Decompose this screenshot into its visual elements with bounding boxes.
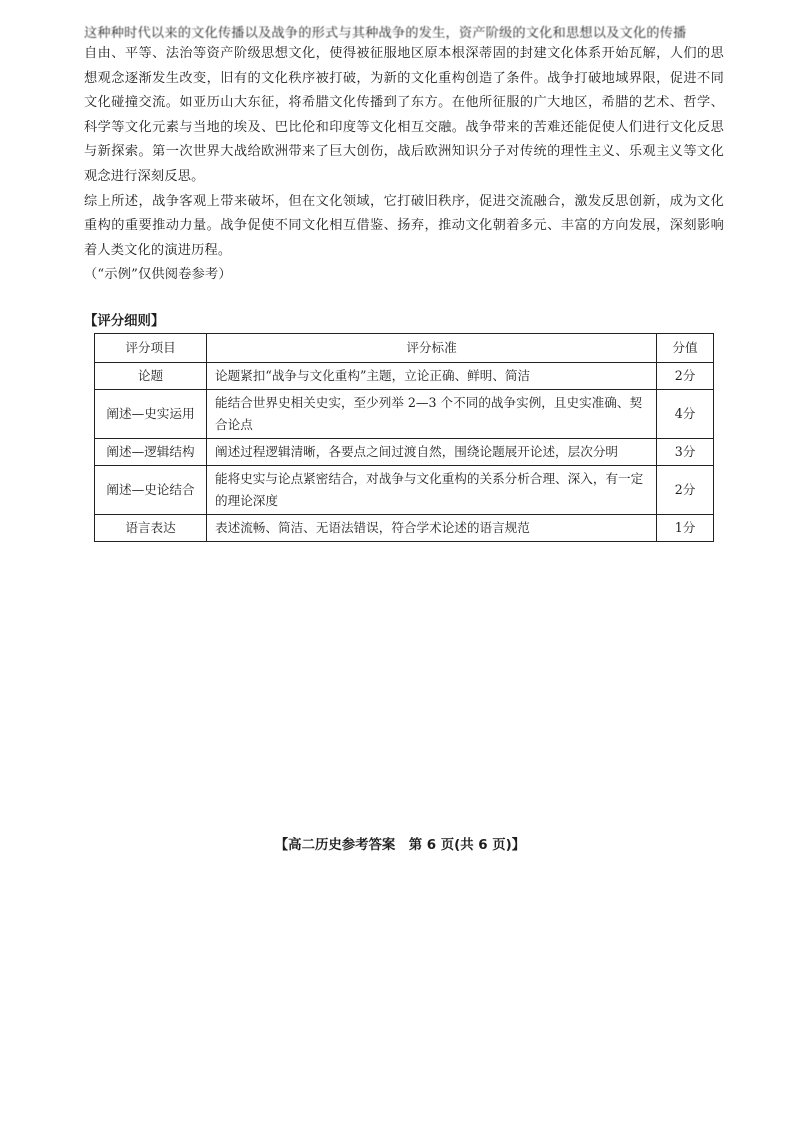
scoring-rubric-table: [94, 333, 714, 542]
cut-off-top-line: 这种种时代以来的文化传播以及战争的形式与其种战争的发生，资产阶级的文化和思想以及文化的传播: [84, 26, 687, 41]
rubric-score: 1分: [657, 515, 714, 542]
rubric-item: 论题: [95, 363, 207, 390]
table-row: [95, 390, 714, 439]
sample-note: （“示例”仅供阅卷参考）: [84, 267, 232, 283]
rubric-item: 语言表达: [95, 515, 207, 542]
rubric-item: 阐述—逻辑结构: [95, 439, 207, 466]
rubric-standard: 能结合世界史相关史实，至少列举 2—3 个不同的战争实例，且史实准确、契合论点: [207, 390, 657, 439]
rubric-score: 2分: [657, 466, 714, 515]
table-header-row: [95, 334, 714, 363]
essay-paragraph-1: 自由、平等、法治等资产阶级思想文化，使得被征服地区原本根深蒂固的封建文化体系开始瓦解，人们的思想观念逐渐发生改变，旧有的文化秩序被打破，为新的文化重构创造了条件。战争打破地域界限，促进不同文化碰撞交流。如亚历山大东征，将希腊文化传播到了东方。在他所征服的广大地区，希腊的艺术、哲学、科学等文化元素与当地的埃及、巴比伦和印度等文化相互交融。战争带来的苦难还能促使人们进行文化反思与新探索。第一次世界大战给欧洲带来了巨大创伤，战后欧洲知识分子对传统的理性主义、乐观主义等文化观念进行深刻反思。: [84, 46, 724, 184]
table-row: [95, 466, 714, 515]
header-item: 评分项目: [95, 334, 207, 363]
rubric-heading: 【评分细则】: [84, 314, 165, 329]
rubric-score: 2分: [657, 363, 714, 390]
rubric-item: 阐述—史实运用: [95, 390, 207, 439]
rubric-score: 4分: [657, 390, 714, 439]
rubric-score: 3分: [657, 439, 714, 466]
essay-sample-text: [84, 22, 724, 288]
table-row: [95, 363, 714, 390]
page-footer: 【高二历史参考答案 第 6 页(共 6 页)】: [274, 838, 526, 853]
rubric-standard: 阐述过程逻辑清晰，各要点之间过渡自然，围绕论题展开论述，层次分明: [207, 439, 657, 466]
header-standard: 评分标准: [207, 334, 657, 363]
essay-paragraph-2: 综上所述，战争客观上带来破坏，但在文化领域，它打破旧秩序，促进交流融合，激发反思创新，成为文化重构的重要推动力量。战争促使不同文化相互借鉴、扬弃，推动文化朝着多元、丰富的方向发展，深刻影响着人类文化的演进历程。: [84, 193, 724, 258]
header-score: 分值: [657, 334, 714, 363]
rubric-standard: 能将史实与论点紧密结合，对战争与文化重构的关系分析合理、深入，有一定的理论深度: [207, 466, 657, 515]
rubric-standard: 论题紧扣“战争与文化重构”主题，立论正确、鲜明、简洁: [207, 363, 657, 390]
rubric-item: 阐述—史论结合: [95, 466, 207, 515]
table-row: [95, 439, 714, 466]
table-row: [95, 515, 714, 542]
rubric-standard: 表述流畅、简洁、无语法错误，符合学术论述的语言规范: [207, 515, 657, 542]
